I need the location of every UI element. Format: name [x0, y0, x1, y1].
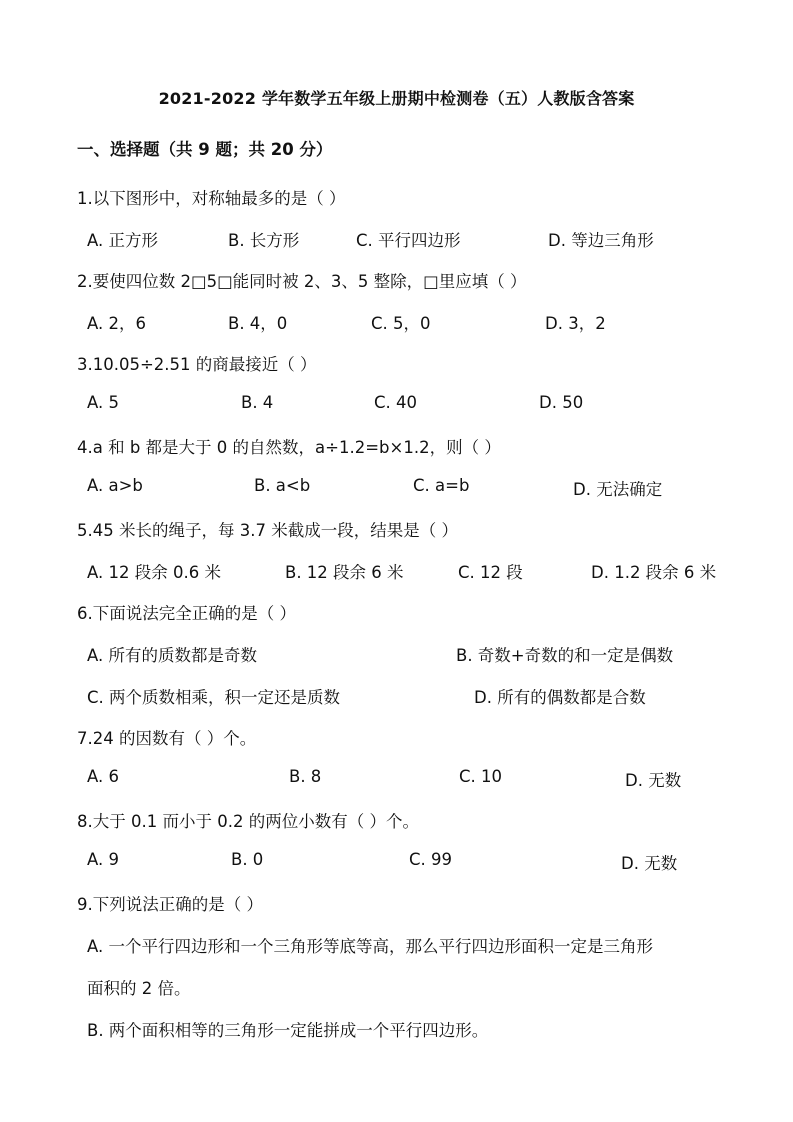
- question-5-option-b[interactable]: B. 12 段余 6 米: [285, 563, 404, 582]
- question-5-stem: 5.45 米长的绳子，每 3.7 米截成一段，结果是（ ）: [77, 521, 458, 540]
- question-5-option-c[interactable]: C. 12 段: [458, 563, 523, 582]
- question-2-stem: 2.要使四位数 2□5□能同时被 2、3、5 整除，□里应填（ ）: [77, 272, 527, 291]
- question-9-option-a-continuation: 面积的 2 倍。: [87, 979, 191, 998]
- question-1-stem: 1.以下图形中，对称轴最多的是（ ）: [77, 189, 346, 208]
- question-2-option-c[interactable]: C. 5，0: [371, 314, 431, 333]
- question-9-option-b[interactable]: B. 两个面积相等的三角形一定能拼成一个平行四边形。: [87, 1021, 489, 1040]
- question-3-option-b[interactable]: B. 4: [241, 393, 274, 412]
- document-title: 2021-2022 学年数学五年级上册期中检测卷（五）人教版含答案: [158, 89, 635, 108]
- question-7-option-d[interactable]: D. 无数: [625, 771, 682, 790]
- question-7-option-a[interactable]: A. 6: [87, 767, 119, 786]
- question-7-option-c[interactable]: C. 10: [459, 767, 503, 786]
- question-8-option-c[interactable]: C. 99: [409, 850, 453, 869]
- question-4-option-a[interactable]: A. a>b: [87, 476, 143, 495]
- question-8-option-a[interactable]: A. 9: [87, 850, 119, 869]
- question-3-stem: 3.10.05÷2.51 的商最接近（ ）: [77, 355, 317, 374]
- question-4-option-c[interactable]: C. a=b: [413, 476, 470, 495]
- question-4-option-d[interactable]: D. 无法确定: [573, 480, 663, 499]
- question-8-option-b[interactable]: B. 0: [231, 850, 264, 869]
- question-6-option-b[interactable]: B. 奇数+奇数的和一定是偶数: [456, 646, 674, 665]
- question-4-option-b[interactable]: B. a<b: [254, 476, 311, 495]
- question-1-option-b[interactable]: B. 长方形: [228, 231, 300, 250]
- question-6-option-c[interactable]: C. 两个质数相乘，积一定还是质数: [87, 688, 341, 707]
- question-6-option-d[interactable]: D. 所有的偶数都是合数: [474, 688, 646, 707]
- question-4-stem: 4.a 和 b 都是大于 0 的自然数，a÷1.2=b×1.2，则（ ）: [77, 438, 501, 457]
- question-3-option-c[interactable]: C. 40: [374, 393, 418, 412]
- question-8-stem: 8.大于 0.1 而小于 0.2 的两位小数有（ ）个。: [77, 812, 419, 831]
- question-1-option-c[interactable]: C. 平行四边形: [356, 231, 461, 250]
- question-3-option-a[interactable]: A. 5: [87, 393, 119, 412]
- question-2-option-b[interactable]: B. 4，0: [228, 314, 288, 333]
- question-1-option-a[interactable]: A. 正方形: [87, 231, 158, 250]
- question-5-option-a[interactable]: A. 12 段余 0.6 米: [87, 563, 221, 582]
- question-7-option-b[interactable]: B. 8: [289, 767, 322, 786]
- question-1-option-d[interactable]: D. 等边三角形: [548, 231, 654, 250]
- question-2-option-d[interactable]: D. 3，2: [545, 314, 606, 333]
- question-7-stem: 7.24 的因数有（ ）个。: [77, 729, 257, 748]
- question-6-option-a[interactable]: A. 所有的质数都是奇数: [87, 646, 257, 665]
- question-8-option-d[interactable]: D. 无数: [621, 854, 678, 873]
- section-title: 一、选择题（共 9 题；共 20 分）: [77, 140, 333, 159]
- question-9-stem: 9.下列说法正确的是（ ）: [77, 895, 263, 914]
- question-6-stem: 6.下面说法完全正确的是（ ）: [77, 604, 296, 623]
- question-3-option-d[interactable]: D. 50: [539, 393, 584, 412]
- question-9-option-a[interactable]: A. 一个平行四边形和一个三角形等底等高，那么平行四边形面积一定是三角形: [87, 937, 653, 956]
- question-2-option-a[interactable]: A. 2，6: [87, 314, 146, 333]
- question-5-option-d[interactable]: D. 1.2 段余 6 米: [591, 563, 717, 582]
